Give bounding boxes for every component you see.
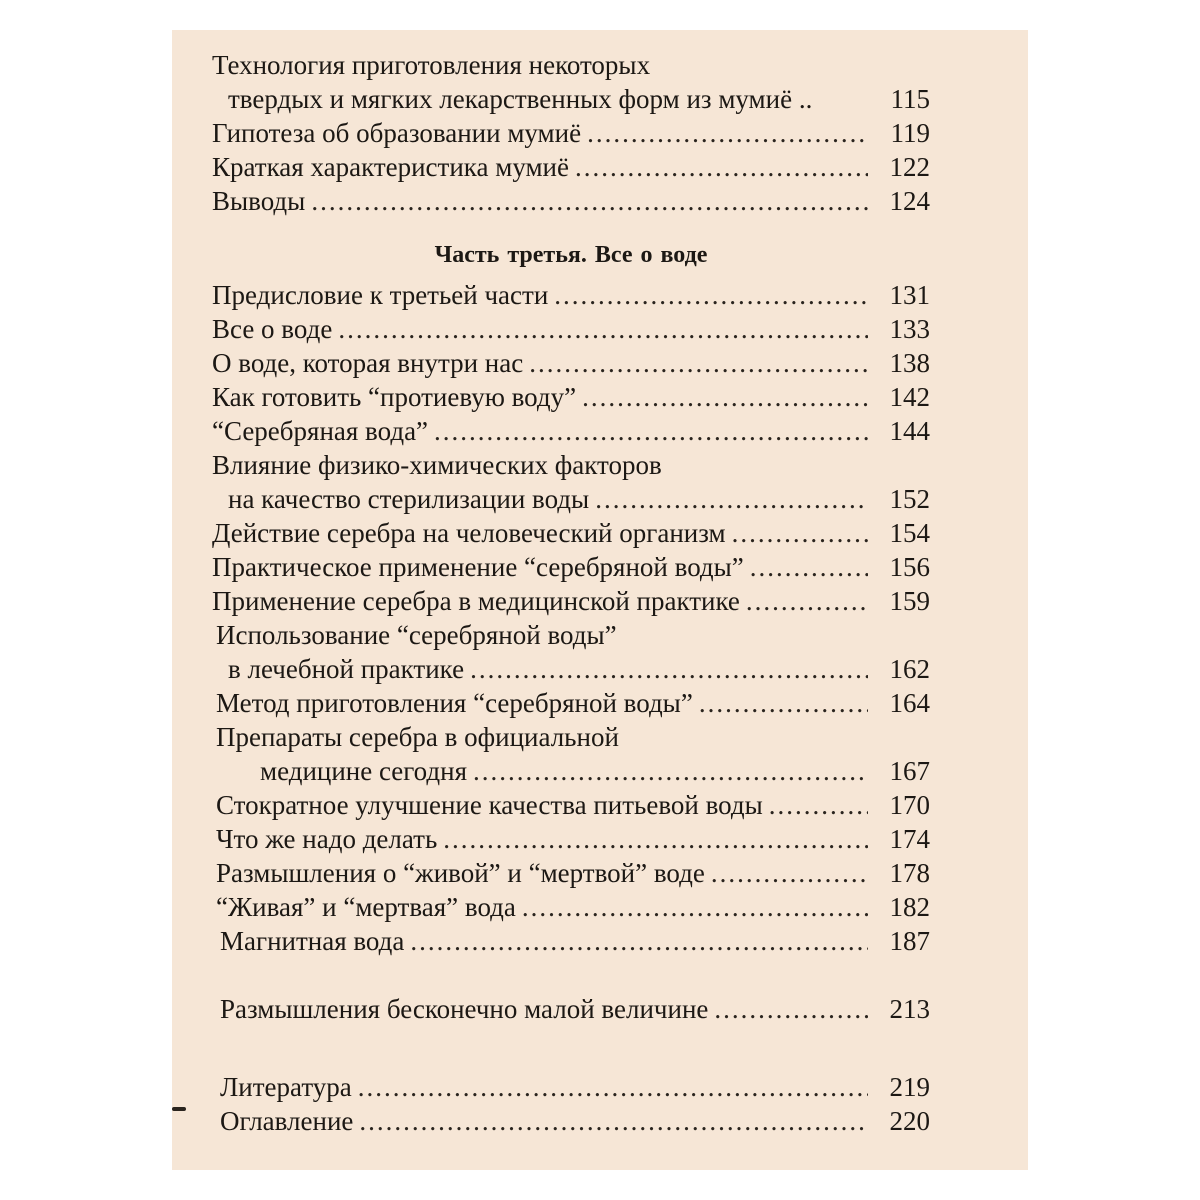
toc-entry-title: Оглавление bbox=[220, 1106, 354, 1136]
toc-entry-title: Метод приготовления “серебряной воды” bbox=[216, 688, 693, 718]
toc-entry-title: Применение серебра в медицинской практике bbox=[212, 586, 740, 616]
toc-entry-page: 167 bbox=[889, 756, 930, 786]
toc-entry-title: Препараты серебра в официальной bbox=[216, 722, 619, 752]
toc-entry[interactable] bbox=[212, 346, 930, 380]
toc-entry-page: 122 bbox=[889, 152, 930, 182]
dot-leader bbox=[410, 924, 868, 958]
toc-entry-title: Магнитная вода bbox=[220, 926, 405, 956]
toc-entry-title: Краткая характеристика мумиё bbox=[212, 152, 569, 182]
dot-leader bbox=[470, 652, 868, 686]
toc-entry-title: Как готовить “протиевую воду” bbox=[212, 382, 577, 412]
toc-entry-title: Предисловие к третьей части bbox=[212, 280, 549, 310]
dot-leader bbox=[750, 550, 868, 584]
toc-entry[interactable] bbox=[212, 116, 930, 150]
dot-leader bbox=[582, 380, 868, 414]
toc-entry-title: “Серебряная вода” bbox=[212, 416, 429, 446]
toc-entry[interactable] bbox=[212, 1104, 930, 1138]
toc-entry-title: Стократное улучшение качества питьевой воды bbox=[216, 790, 763, 820]
toc-entry-title: Использование “серебряной воды” bbox=[216, 620, 617, 650]
toc-entry-title: О воде, которая внутри нас bbox=[212, 348, 524, 378]
toc-entry-page: 133 bbox=[889, 314, 930, 344]
book-page bbox=[172, 30, 1028, 1170]
toc-entry[interactable] bbox=[212, 720, 930, 788]
toc-entry-page: 219 bbox=[889, 1072, 930, 1102]
toc-entry-page: 182 bbox=[889, 892, 930, 922]
dot-leader bbox=[714, 992, 868, 1026]
toc-entry[interactable] bbox=[212, 618, 930, 686]
dot-leader bbox=[732, 516, 868, 550]
dot-leader bbox=[699, 686, 868, 720]
toc-entry[interactable] bbox=[212, 278, 930, 312]
dot-leader bbox=[575, 150, 868, 184]
toc-entry-title-continued: твердых и мягких лекарственных форм из мумиё .. bbox=[228, 84, 813, 114]
toc-entry-page: 138 bbox=[889, 348, 930, 378]
toc-entry[interactable] bbox=[212, 380, 930, 414]
dot-leader bbox=[311, 184, 868, 218]
toc-entry-page: 119 bbox=[890, 118, 930, 148]
toc-entry-title: “Живая” и “мертвая” вода bbox=[216, 892, 516, 922]
toc-entry[interactable] bbox=[212, 516, 930, 550]
toc-entry-title: Что же надо делать bbox=[216, 824, 438, 854]
toc-entry-page: 142 bbox=[889, 382, 930, 412]
toc-entry[interactable] bbox=[212, 992, 930, 1026]
toc-entry-page: 154 bbox=[889, 518, 930, 548]
toc-entry-page: 124 bbox=[889, 186, 930, 216]
dot-leader bbox=[769, 788, 868, 822]
margin-mark bbox=[172, 1107, 186, 1111]
toc-entry[interactable] bbox=[212, 184, 930, 218]
toc-entry-page: 131 bbox=[889, 280, 930, 310]
toc-entry[interactable] bbox=[212, 584, 930, 618]
toc-entry-title-continued: на качество стерилизации воды bbox=[228, 484, 590, 514]
toc-entry[interactable] bbox=[212, 822, 930, 856]
toc-entry-title-continued: медицине сегодня bbox=[260, 756, 468, 786]
dot-leader bbox=[746, 584, 868, 618]
toc-entry[interactable] bbox=[212, 856, 930, 890]
toc-entry-page: 178 bbox=[889, 858, 930, 888]
toc-entry-page: 187 bbox=[889, 926, 930, 956]
toc-entry-title-continued: в лечебной практике bbox=[228, 654, 465, 684]
toc-entry[interactable] bbox=[212, 1070, 930, 1104]
toc-entry-page: 115 bbox=[890, 84, 930, 114]
dot-leader bbox=[587, 116, 868, 150]
dot-leader bbox=[443, 822, 868, 856]
toc-entry[interactable] bbox=[212, 448, 930, 516]
dot-leader bbox=[338, 312, 868, 346]
toc-entry-page: 152 bbox=[889, 484, 930, 514]
toc-entry-page: 144 bbox=[889, 416, 930, 446]
toc-entry[interactable] bbox=[212, 550, 930, 584]
toc-entry-title: Гипотеза об образовании мумиё bbox=[212, 118, 582, 148]
toc-entry-page: 174 bbox=[889, 824, 930, 854]
dot-leader bbox=[358, 1070, 868, 1104]
toc-entry-title: Действие серебра на человеческий организм bbox=[212, 518, 726, 548]
toc-entry-page: 213 bbox=[889, 994, 930, 1024]
table-of-contents bbox=[212, 48, 930, 1138]
toc-entry-title: Размышления о “живой” и “мертвой” воде bbox=[216, 858, 705, 888]
toc-entry-title: Влияние физико-химических факторов bbox=[212, 450, 662, 480]
dot-leader bbox=[522, 890, 868, 924]
toc-entry-page: 170 bbox=[889, 790, 930, 820]
dot-leader bbox=[595, 482, 868, 516]
toc-entry-page: 164 bbox=[889, 688, 930, 718]
toc-entry-page: 162 bbox=[889, 654, 930, 684]
toc-entry[interactable] bbox=[212, 924, 930, 958]
dot-leader bbox=[529, 346, 868, 380]
toc-entry-title: Размышления бесконечно малой величине bbox=[220, 994, 709, 1024]
toc-entry[interactable] bbox=[212, 48, 930, 116]
toc-entry-page: 156 bbox=[889, 552, 930, 582]
dot-leader bbox=[554, 278, 868, 312]
part-three-heading: Часть третья. Все о воде bbox=[434, 242, 708, 268]
dot-leader bbox=[711, 856, 868, 890]
toc-entry[interactable] bbox=[212, 414, 930, 448]
toc-entry[interactable] bbox=[212, 312, 930, 346]
toc-entry-title: Все о воде bbox=[212, 314, 333, 344]
toc-entry[interactable] bbox=[212, 686, 930, 720]
dot-leader bbox=[473, 754, 868, 788]
toc-entry-title: Литература bbox=[220, 1072, 352, 1102]
dot-leader bbox=[359, 1104, 868, 1138]
toc-entry-page: 159 bbox=[889, 586, 930, 616]
toc-entry[interactable] bbox=[212, 890, 930, 924]
toc-entry-title: Технология приготовления некоторых bbox=[212, 50, 651, 80]
toc-entry-page: 220 bbox=[889, 1106, 930, 1136]
toc-entry-title: Практическое применение “серебряной воды” bbox=[212, 552, 744, 582]
toc-entry-title: Выводы bbox=[212, 186, 306, 216]
dot-leader bbox=[434, 414, 868, 448]
toc-entry[interactable] bbox=[212, 150, 930, 184]
toc-entry[interactable] bbox=[212, 788, 930, 822]
